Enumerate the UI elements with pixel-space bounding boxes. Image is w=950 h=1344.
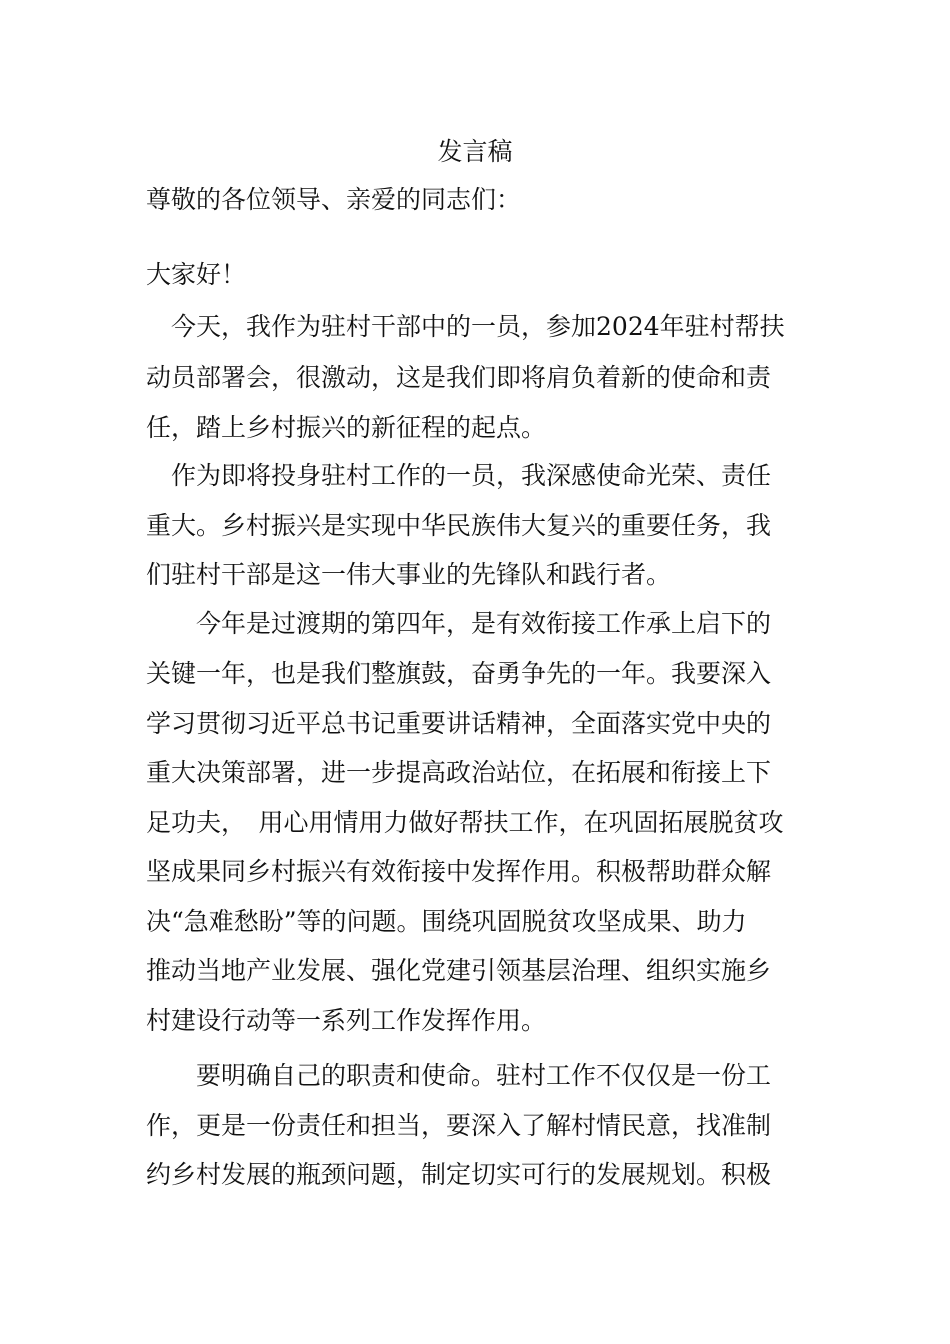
paragraph-line: 动员部署会，很激动，这是我们即将肩负着新的使命和责 [146, 363, 772, 392]
paragraph-line: 关键一年，也是我们整旗鼓，奋勇争先的一年。我要深入 [146, 659, 772, 688]
paragraph-line: 重大。乡村振兴是实现中华民族伟大复兴的重要任务，我 [146, 511, 772, 540]
paragraph-line: 坚成果同乡村振兴有效衔接中发挥作用。积极帮助群众解 [146, 857, 772, 886]
paragraph-line: 学习贯彻习近平总书记重要讲话精神，全面落实党中央的 [146, 709, 772, 738]
greeting: 大家好！ [146, 260, 247, 289]
paragraph-line: 任，踏上乡村振兴的新征程的起点。 [146, 413, 547, 442]
paragraph-line: 重大决策部署，进一步提高政治站位，在拓展和衔接上下 [146, 758, 772, 787]
paragraph-line: 村建设行动等一系列工作发挥作用。 [146, 1006, 547, 1035]
salutation: 尊敬的各位领导、亲爱的同志们： [146, 185, 522, 214]
paragraph-line: 今天，我作为驻村干部中的一员，参加2024年驻村帮扶 [146, 312, 785, 341]
paragraph-line: 推动当地产业发展、强化党建引领基层治理、组织实施乡 [146, 956, 772, 985]
paragraph-line: 决“急难愁盼”等的问题。围绕巩固脱贫攻坚成果、助力 [146, 907, 747, 936]
document-title: 发言稿 [437, 137, 513, 166]
paragraph-line: 作为即将投身驻村工作的一员，我深感使命光荣、责任 [146, 461, 772, 490]
paragraph-line: 要明确自己的职责和使命。驻村工作不仅仅是一份工 [146, 1061, 772, 1090]
paragraph-line: 们驻村干部是这一伟大事业的先锋队和践行者。 [146, 560, 672, 589]
paragraph-line: 作，更是一份责任和担当，要深入了解村情民意，找准制 [146, 1111, 772, 1140]
paragraph-line: 足功夫， 用心用情用力做好帮扶工作，在巩固拓展脱贫攻 [146, 808, 784, 837]
paragraph-line: 约乡村发展的瓶颈问题，制定切实可行的发展规划。积极 [146, 1160, 772, 1189]
paragraph-line: 今年是过渡期的第四年，是有效衔接工作承上启下的 [146, 609, 772, 638]
